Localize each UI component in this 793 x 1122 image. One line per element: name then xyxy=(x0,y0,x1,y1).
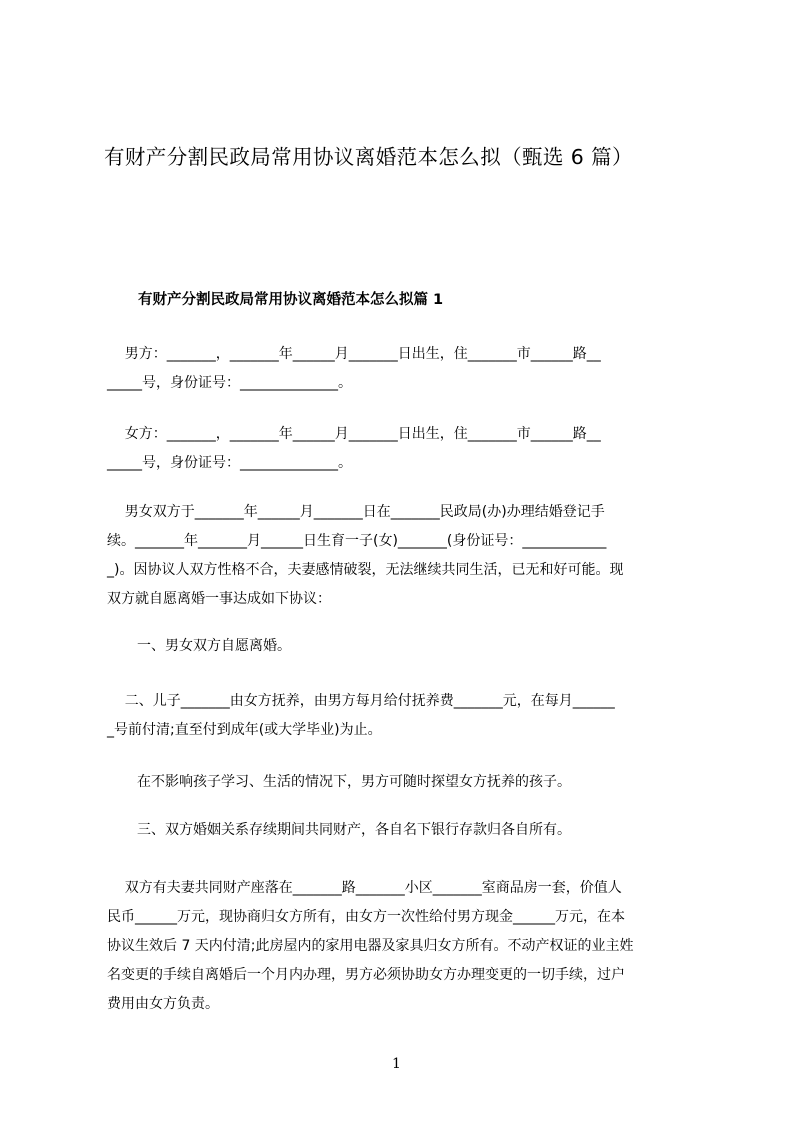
marriage-line-1: 男女双方于_______年______月_______日在_______民政局(办)办理结婚登记手 xyxy=(107,504,605,520)
clause-1: 一、男女双方自愿离婚。 xyxy=(137,638,291,654)
clause-2-line-1: 二、儿子_______由女方抚养，由男方每月给付抚养费_______元，在每月______ xyxy=(107,693,615,709)
document-title: 有财产分割民政局常用协议离婚范本怎么拟（甄选 6 篇） xyxy=(104,145,633,169)
male-party-paragraph xyxy=(107,340,699,398)
visitation-clause: 在不影响孩子学习、生活的情况下，男方可随时探望女方抚养的孩子。 xyxy=(137,774,571,790)
clause-3: 三、双方婚姻关系存续期间共同财产，各自名下银行存款归各自所有。 xyxy=(137,822,571,838)
marriage-line-4: 双方就自愿离婚一事达成如下协议： xyxy=(107,591,331,607)
property-line-1: 双方有夫妻共同财产座落在_______路_______小区_______室商品房一套，价值人 xyxy=(107,880,622,896)
marriage-line-3: _)。因协议人双方性格不合，夫妻感情破裂，无法继续共同生活，已无和好可能。现 xyxy=(107,562,624,578)
clause-2-line-2: _号前付清;直至付到成年(或大学毕业)为止。 xyxy=(107,722,382,738)
property-line-3: 协议生效后 7 天内付清;此房屋内的家用电器及家具归女方所有。不动产权证的业主姓 xyxy=(107,938,634,954)
property-line-2: 民币______万元，现协商归女方所有，由女方一次性给付男方现金______万元，在本 xyxy=(107,909,625,925)
marriage-line-2: 续。_______年_______月______日生育一子(女)_______(身份证号：____________ xyxy=(107,533,607,549)
marriage-paragraph xyxy=(107,498,699,614)
property-line-5: 费用由女方负责。 xyxy=(107,996,219,1012)
property-line-4: 名变更的手续自离婚后一个月内办理，男方必须协助女方办理变更的一切手续，过户 xyxy=(107,967,625,983)
property-paragraph xyxy=(107,874,699,1019)
male-party-line-1: 男方：_______，_______年______月_______日出生，住_______市______路__ xyxy=(107,346,601,362)
male-party-line-2: _____号，身份证号：______________。 xyxy=(107,375,352,391)
section-heading: 有财产分割民政局常用协议离婚范本怎么拟篇 1 xyxy=(138,292,444,308)
female-party-line-2: _____号，身份证号：______________。 xyxy=(107,455,352,471)
page-number: 1 xyxy=(392,1056,401,1072)
female-party-paragraph xyxy=(107,420,699,478)
female-party-line-1: 女方：_______，_______年______月_______日出生，住_______市______路__ xyxy=(107,426,601,442)
clause-2-paragraph xyxy=(107,687,699,745)
